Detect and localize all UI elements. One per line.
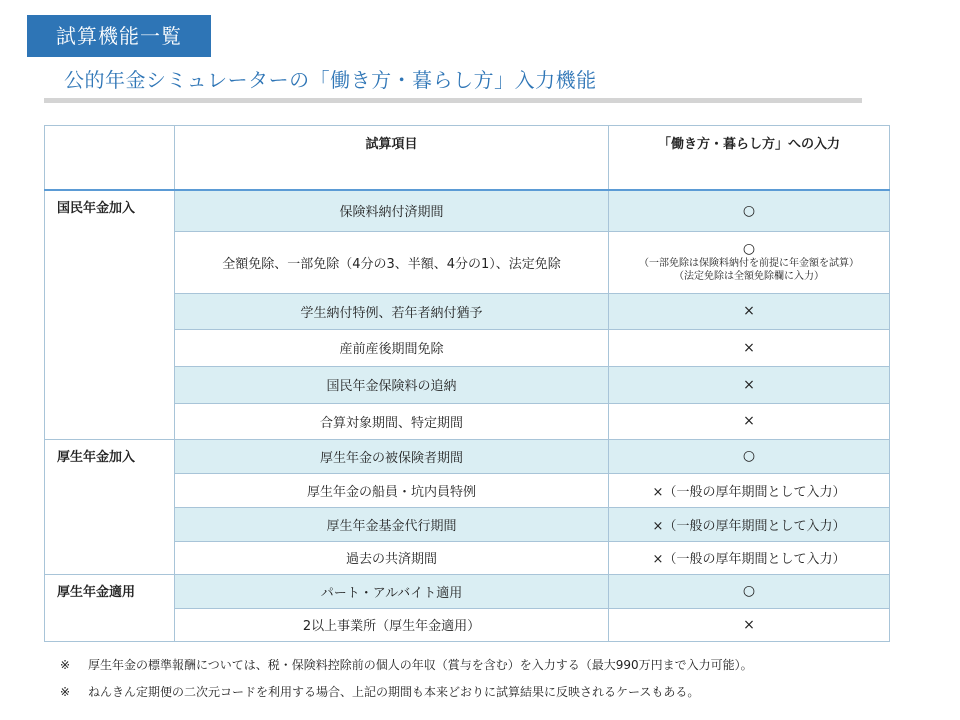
subtitle-underline: [44, 98, 862, 103]
item-cell: 2以上事業所（厚生年金適用）: [175, 608, 609, 641]
item-cell: 厚生年金の船員・坑内員特例: [175, 473, 609, 507]
value-cell: ×: [609, 608, 890, 641]
value-cell: ×: [609, 329, 890, 366]
value-cell: ×: [609, 293, 890, 329]
header-blank: [45, 126, 175, 191]
footnote-mark: ※: [60, 685, 71, 699]
value-cell: [609, 231, 890, 293]
section-tag: 試算機能一覧: [27, 15, 211, 57]
footnote: [60, 679, 753, 706]
category-cell: 厚生年金適用: [45, 574, 175, 641]
footnote-text: 厚生年金の標準報酬については、税・保険料控除前の個人の年収（賞与を含む）を入力する（最大990万円まで入力可能）。: [88, 658, 753, 672]
page-subtitle: 公的年金シミュレーターの「働き方・暮らし方」入力機能: [64, 68, 597, 92]
item-cell: 過去の共済期間: [175, 541, 609, 574]
value-cell: ×（一般の厚年期間として入力）: [609, 541, 890, 574]
function-table: [44, 125, 890, 642]
value-note: （法定免除は全額免除欄に入力）: [674, 271, 824, 282]
item-cell: 産前産後期間免除: [175, 329, 609, 366]
footnote-mark: ※: [60, 658, 71, 672]
footnote: [60, 652, 753, 679]
category-cell: 厚生年金加入: [45, 439, 175, 574]
item-cell: 学生納付特例、若年者納付猶予: [175, 293, 609, 329]
value-cell: ×: [609, 366, 890, 403]
value-note: （一部免除は保険料納付を前提に年金額を試算）: [639, 258, 859, 269]
value-cell: ○: [609, 574, 890, 608]
value-cell: ○: [609, 190, 890, 231]
table-header-row: [45, 126, 890, 191]
footnote-text: ねんきん定期便の二次元コードを利用する場合、上記の期間も本来どおりに試算結果に反映されるケースもある。: [88, 685, 700, 699]
value-mark: ○: [742, 241, 756, 257]
table-row: [45, 439, 890, 473]
table-row: [45, 574, 890, 608]
header-item: 試算項目: [175, 126, 609, 191]
category-cell: 国民年金加入: [45, 190, 175, 439]
value-cell: ×（一般の厚年期間として入力）: [609, 507, 890, 541]
item-cell: 合算対象期間、特定期間: [175, 403, 609, 439]
footnotes: [60, 652, 753, 706]
value-cell: ×: [609, 403, 890, 439]
item-cell: 国民年金保険料の追納: [175, 366, 609, 403]
table-row: [45, 190, 890, 231]
item-cell: 厚生年金基金代行期間: [175, 507, 609, 541]
item-cell: 厚生年金の被保険者期間: [175, 439, 609, 473]
header-input: 「働き方・暮らし方」への入力: [609, 126, 890, 191]
value-cell: ○: [609, 439, 890, 473]
item-cell: 全額免除、一部免除（4分の3、半額、4分の1）、法定免除: [175, 231, 609, 293]
item-cell: パート・アルバイト適用: [175, 574, 609, 608]
item-cell: 保険料納付済期間: [175, 190, 609, 231]
value-cell: ×（一般の厚年期間として入力）: [609, 473, 890, 507]
